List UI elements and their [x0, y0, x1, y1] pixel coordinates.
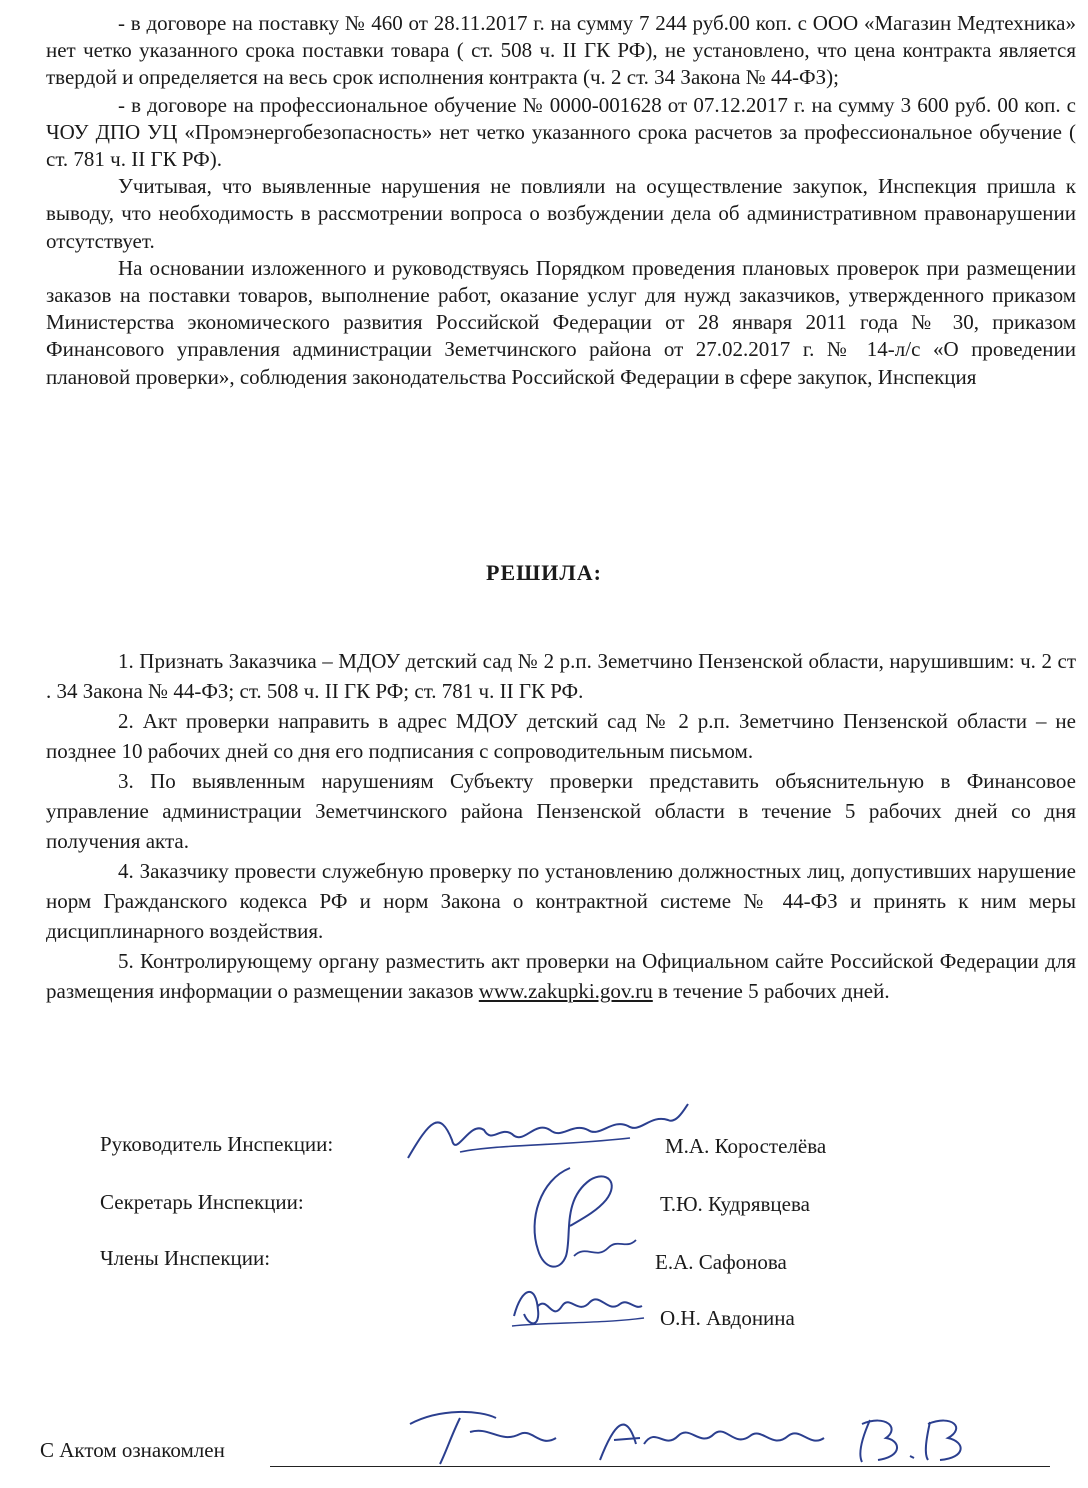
member2-name: О.Н. Авдонина	[660, 1306, 795, 1330]
acknowledgement-label: С Актом ознакомлен	[40, 1438, 225, 1462]
decision-item-5	[46, 946, 1076, 1006]
head-label: Руководитель Инспекции:	[100, 1132, 334, 1156]
secretary-signature	[510, 1160, 650, 1280]
decision-item-5-text: 5. Контролирующему органу разместить акт проверки на Официальном сайте Российской Федерации для размещения информации о размещении заказов	[46, 949, 1076, 1003]
decision-item-1: 1. Признать Заказчика – МДОУ детский сад № 2 р.п. Земетчино Пензенской области, нарушившим: ч. 2 ст . 34 Закона № 44-ФЗ; ст. 508 ч. II ГК РФ; ст. 781 ч. II ГК РФ.	[46, 649, 1076, 703]
zakupki-link[interactable]: www.zakupki.gov.ru	[478, 979, 653, 1003]
acknowledgement-handwriting	[400, 1404, 970, 1470]
secretary-label: Секретарь Инспекции:	[100, 1190, 304, 1214]
member1-name: Е.А. Сафонова	[655, 1250, 787, 1274]
decision-item-4: 4. Заказчику провести служебную проверку по установлению должностных лиц, допустивших нарушение норм Гражданского кодекса РФ и норм Закона о контрактной системе № 44-ФЗ и принять к ним меры дисциплинарного воздействия.	[46, 859, 1076, 943]
paragraph-basis: На основании изложенного и руководствуясь Порядком проведения плановых проверок при размещении заказов на поставки товаров, выполнение работ, оказание услуг для нужд заказчиков, утвержденного приказом Министерства экономического развития Российской Федерации от 28 января 2011 года № 30, приказом Финансового управления администрации Земетчинского района от 27.02.2017 г. № 14-л/с «О проведении плановой проверки», соблюдения законодательства Российской Федерации в сфере закупок, Инспекция	[46, 255, 1076, 389]
decision-list	[46, 646, 1076, 1006]
members-label: Члены Инспекции:	[100, 1246, 271, 1270]
decision-item-3: 3. По выявленным нарушениям Субъекту проверки представить объяснительную в Финансовое управление администрации Земетчинского района Пензенской области в течение 5 рабочих дней со дня получения акта.	[46, 769, 1076, 853]
secretary-name: Т.Ю. Кудрявцева	[660, 1192, 810, 1216]
paragraph-contract-training: - в договоре на профессиональное обучение № 0000-001628 от 07.12.2017 г. на сумму 3 600 руб. 00 коп. с ЧОУ ДПО УЦ «Промэнергобезопасность» нет четко указанного срока расчетов за профессиональное обучение ( ст. 781 ч. II ГК РФ).	[46, 92, 1076, 172]
decision-item-2: 2. Акт проверки направить в адрес МДОУ детский сад № 2 р.п. Земетчино Пензенской области – не позднее 10 рабочих дней со дня его подписания с сопроводительным письмом.	[46, 709, 1076, 763]
paragraph-contract-supply: - в договоре на поставку № 460 от 28.11.2017 г. на сумму 7 244 руб.00 коп. с ООО «Магазин Медтехника» нет четко указанного срока поставки товара ( ст. 508 ч. II ГК РФ), не установлено, что цена контракта является твердой и определяется на весь срок исполнения контракта (ч. 2 ст. 34 Закона № 44-ФЗ);	[46, 11, 1076, 90]
head-name: М.А. Коростелёва	[665, 1134, 827, 1158]
member2-signature	[508, 1276, 648, 1336]
decision-heading: РЕШИЛА:	[486, 560, 602, 585]
decision-item-5-tail: в течение 5 рабочих дней.	[658, 979, 890, 1003]
document-body	[46, 10, 1076, 391]
paragraph-conclusion: Учитывая, что выявленные нарушения не повлияли на осуществление закупок, Инспекция пришла к выводу, что необходимость в рассмотрении вопроса о возбуждении дела об административном правонарушении отсутствует.	[46, 174, 1076, 253]
